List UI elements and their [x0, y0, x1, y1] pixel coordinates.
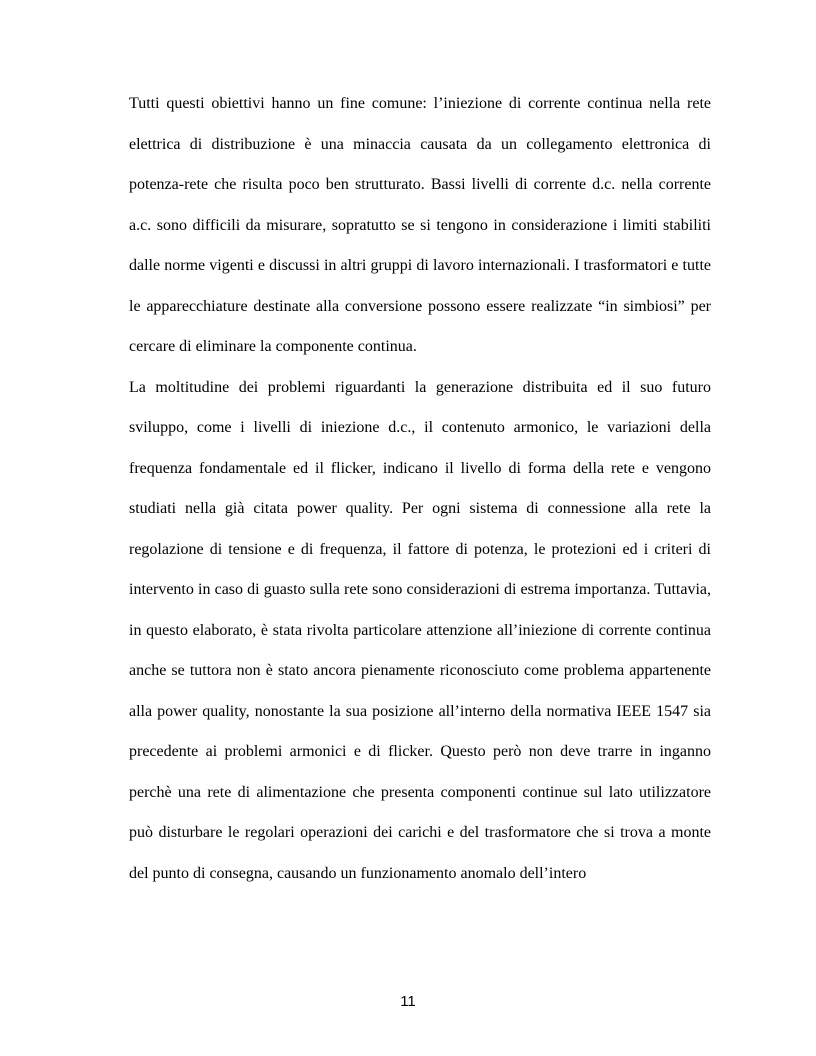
- paragraph-1: Tutti questi obiettivi hanno un fine comune: l’iniezione di corrente continua nella rete elettrica di distribuzione è una minaccia causata da un collegamento elettronica di potenza-rete che risulta poco ben strutturato. Bassi livelli di corrente d.c. nella corrente a.c. sono difficili da misurare, sopratutto se si tengono in considerazione i limiti stabiliti dalle norme vigenti e discussi in altri gruppi di lavoro internazionali. I trasformatori e tutte le apparecchiature destinate alla conversione possono essere realizzate “in simbiosi” per cercare di eliminare la componente continua.: [129, 95, 711, 355]
- page-number: 11: [400, 993, 416, 1010]
- text-body: [129, 84, 711, 894]
- paragraph-2: La moltitudine dei problemi riguardanti la generazione distribuita ed il suo futuro sviluppo, come i livelli di iniezione d.c., il contenuto armonico, le variazioni della frequenza fondamentale ed il flicker, indicano il livello di forma della rete e vengono studiati nella già citata power quality. Per ogni sistema di connessione alla rete la regolazione di tensione e di frequenza, il fattore di potenza, le protezioni ed i criteri di intervento in caso di guasto sulla rete sono considerazioni di estrema importanza. Tuttavia, in questo elaborato, è stata rivolta particolare attenzione all’iniezione di corrente continua anche se tuttora non è stato ancora pienamente riconosciuto come problema appartenente alla power quality, nonostante la sua posizione all’interno della normativa IEEE 1547 sia precedente ai problemi armonici e di flicker. Questo però non deve trarre in inganno perchè una rete di alimentazione che presenta componenti continue sul lato utilizzatore può disturbare le regolari operazioni dei carichi e del trasformatore che si trova a monte del punto di consegna, causando un funzionamento anomalo dell’intero: [129, 378, 711, 882]
